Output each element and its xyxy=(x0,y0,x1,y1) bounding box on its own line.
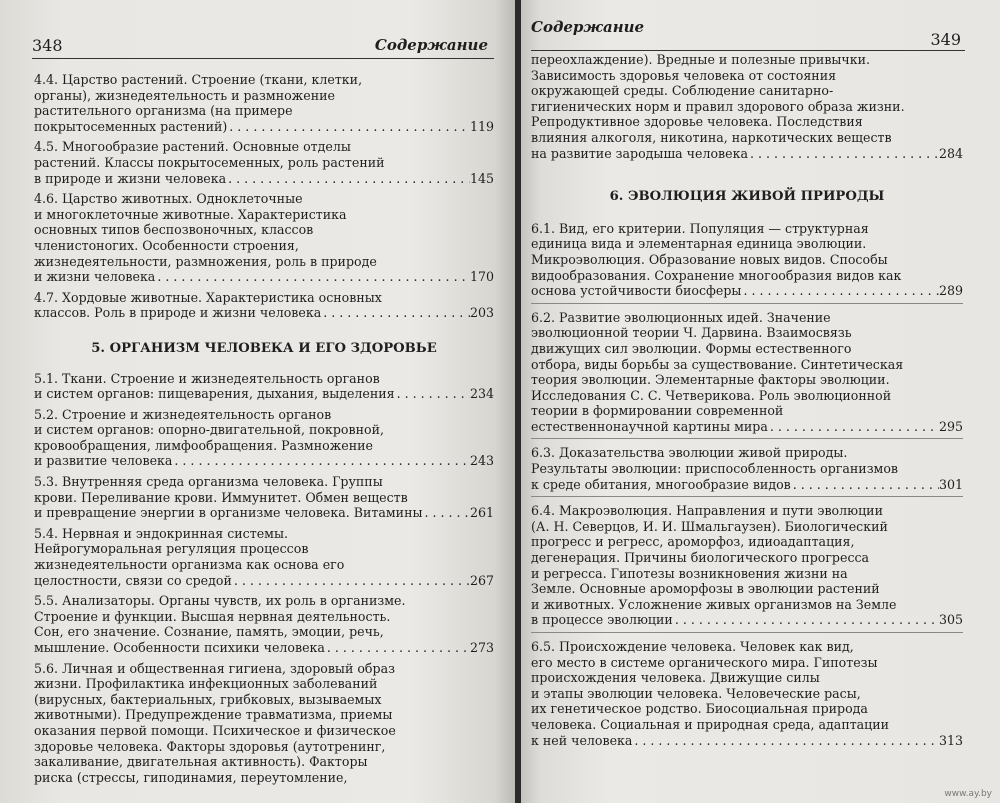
toc-entry xyxy=(34,191,494,287)
toc-entry-line: (вирусных, бактериальных, грибковых, вызываемых xyxy=(34,691,382,707)
toc-entry-line: 5.4. Нервная и эндокринная системы. xyxy=(34,525,288,541)
toc-entry-line: их генетическое родство. Биосоциальная природа xyxy=(531,701,868,717)
toc-entry-text: и превращение энергии в организме человека. Витамины xyxy=(34,505,423,521)
toc-entry-line: и систем органов: опорно-двигательной, покровной, xyxy=(34,422,384,438)
toc-entry-line: 6.2. Развитие эволюционных идей. Значение xyxy=(531,309,831,325)
toc-entry-last-line xyxy=(34,119,494,135)
toc-group-top xyxy=(34,72,494,323)
toc-entry-line: жизнедеятельности, размножения, роль в природе xyxy=(34,253,377,269)
toc-page-number: 267 xyxy=(469,572,494,588)
toc-entry-last-line xyxy=(34,269,494,285)
toc-page-number: 313 xyxy=(938,732,963,748)
leader-dots xyxy=(325,640,470,656)
toc-entry-text: целостности, связи со средой xyxy=(34,572,232,588)
toc-entry-line: 5.1. Ткани. Строение и жизнедеятельность органов xyxy=(34,370,380,386)
toc-entry-line: 4.4. Царство растений. Строение (ткани, клетки, xyxy=(34,72,363,87)
toc-entry-line: Репродуктивное здоровье человека. Последствия xyxy=(531,114,863,130)
toc-page-number: 289 xyxy=(938,283,963,299)
toc-group-bottom xyxy=(531,221,963,750)
toc-entry-line: и животных. Усложнение живых организмов на Земле xyxy=(531,596,897,612)
toc-entry-text: на развитие зародыша человека xyxy=(531,145,748,161)
leader-dots xyxy=(226,171,470,187)
toc-page-number: 145 xyxy=(469,170,494,186)
toc-entry-last-line xyxy=(34,305,494,321)
page-number: 348 xyxy=(32,36,63,55)
toc-entry-line: 4.5. Многообразие растений. Основные отделы xyxy=(34,139,351,155)
toc-entry-line: членистоногих. Особенности строения, xyxy=(34,237,299,253)
toc-entry-line: Исследования С. С. Четверикова. Роль эволюционной xyxy=(531,387,892,403)
leader-dots xyxy=(232,573,470,589)
toc-page-number: 203 xyxy=(469,305,494,321)
toc-page-number: 284 xyxy=(938,145,963,161)
toc-entry-line: теория эволюции. Элементарные факторы эволюции. xyxy=(531,372,890,388)
toc-entry-text: к ней человека xyxy=(531,732,633,748)
toc-entry-last-line xyxy=(531,283,963,299)
toc-entry xyxy=(34,474,494,523)
toc-entry xyxy=(531,503,963,633)
leader-dots xyxy=(172,453,470,469)
running-head: Содержание xyxy=(374,36,488,54)
toc-entry xyxy=(531,445,963,497)
toc-entry-line: гигиенических норм и правил здорового образа жизни. xyxy=(531,98,905,114)
toc-entry-line: органы), жизнедеятельность и размножение xyxy=(34,87,335,103)
toc-entry-last-line xyxy=(531,612,963,628)
right-page xyxy=(521,0,1000,803)
toc-entry-line: 5.2. Строение и жизнедеятельность органов xyxy=(34,406,332,422)
leader-dots xyxy=(227,119,470,135)
toc-group-top xyxy=(531,52,963,163)
toc-entry-last-line xyxy=(34,171,494,187)
toc-entry xyxy=(34,290,494,323)
toc-entry-line: 4.7. Хордовые животные. Характеристика основных xyxy=(34,289,382,305)
toc-entry-line: Сон, его значение. Сознание, память, эмоции, речь, xyxy=(34,624,384,640)
leader-dots xyxy=(791,477,939,493)
toc-entry-text: классов. Роль в природе и жизни человека xyxy=(34,305,322,321)
leader-dots xyxy=(423,505,470,521)
toc-entry-line: жизнедеятельности организма как основа его xyxy=(34,557,345,573)
toc-entry-text: и развитие человека xyxy=(34,453,173,469)
toc-entry-line: основных типов беспозвоночных, классов xyxy=(34,222,314,238)
toc-entry-line: 5.6. Личная и общественная гигиена, здоровый образ xyxy=(34,660,395,676)
toc-entry-line: влияния алкоголя, никотина, наркотических веществ xyxy=(531,129,892,145)
toc-entry-line: растений. Классы покрытосеменных, роль растений xyxy=(34,154,385,170)
leader-dots xyxy=(155,269,470,285)
toc-entry-line: оказания первой помощи. Психическое и физическое xyxy=(34,722,396,738)
chapter-title: 6. ЭВОЛЮЦИЯ ЖИВОЙ ПРИРОДЫ xyxy=(609,189,885,205)
toc-entry-line: единица вида и элементарная единица эволюции. xyxy=(531,236,867,252)
leader-dots xyxy=(741,283,939,299)
toc-page-number: 234 xyxy=(469,386,494,402)
toc-entry-line: кровообращения, лимфообращения. Размножение xyxy=(34,437,373,453)
toc-entry-text: к среде обитания, многообразие видов xyxy=(531,476,791,492)
leader-dots xyxy=(748,146,939,162)
toc-entry-last-line xyxy=(531,146,963,162)
toc-entry-line: 6.4. Макроэволюция. Направления и пути эволюции xyxy=(531,503,883,519)
leader-dots xyxy=(673,612,939,628)
toc-entry-line: переохлаждение). Вредные и полезные привычки. xyxy=(531,52,871,67)
toc-entry-text: основа устойчивости биосферы xyxy=(531,283,742,299)
toc-entry-text: мышление. Особенности психики человека xyxy=(34,640,325,655)
toc-entry-line: животными). Предупреждение травматизма, приемы xyxy=(34,707,393,723)
toc-entry-line: видообразования. Сохранение многообразия видов как xyxy=(531,267,902,283)
toc-entry-line: 4.6. Царство животных. Одноклеточные xyxy=(34,191,303,207)
toc-entry-line: 6.1. Вид, его критерии. Популяция — структурная xyxy=(531,220,869,236)
toc-page-number: 243 xyxy=(469,453,494,469)
toc-entry-last-line xyxy=(531,419,963,435)
toc-page-number: 273 xyxy=(469,640,494,655)
toc-entry-line: закаливание, двигательная активность). Факторы xyxy=(34,754,368,770)
toc-entry-line: 5.3. Внутренняя среда организма человека. Группы xyxy=(34,474,383,490)
toc-entry xyxy=(34,661,494,788)
toc-entry-text: в природе и жизни человека xyxy=(34,170,227,186)
toc-entry-line: окружающей среды. Соблюдение санитарно- xyxy=(531,83,834,99)
watermark: www.ay.by xyxy=(944,789,992,799)
toc-page-number: 305 xyxy=(938,612,963,628)
toc-page-number: 295 xyxy=(938,418,963,434)
toc-entry-line: отбора, виды борьбы за существование. Синтетическая xyxy=(531,356,904,372)
toc-entry-last-line xyxy=(34,573,494,589)
toc-entry-text: и жизни человека xyxy=(34,269,156,285)
toc-entry-line: прогресс и регресс, ароморфоз, идиоадаптация, xyxy=(531,534,855,550)
leader-dots xyxy=(395,386,470,402)
toc-entry-line: жизни. Профилактика инфекционных заболеваний xyxy=(34,676,378,692)
left-page-header xyxy=(32,36,494,59)
chapter-title: 5. ОРГАНИЗМ ЧЕЛОВЕКА И ЕГО ЗДОРОВЬЕ xyxy=(91,340,437,356)
toc-entry-line: и многоклеточные животные. Характеристика xyxy=(34,206,347,222)
toc-entry-last-line xyxy=(34,505,494,521)
toc-entry xyxy=(34,526,494,590)
leader-dots xyxy=(768,419,939,435)
toc-entry xyxy=(531,221,963,304)
toc-entry-text: и систем органов: пищеварения, дыхания, выделения xyxy=(34,386,395,402)
leader-dots xyxy=(321,305,470,321)
toc-entry-line: 5.5. Анализаторы. Органы чувств, их роль в организме. xyxy=(34,593,406,609)
toc-entry-last-line xyxy=(531,733,963,749)
toc-entry-line: теории в формировании современной xyxy=(531,403,784,419)
toc-entry-line: эволюционной теории Ч. Дарвина. Взаимосвязь xyxy=(531,325,852,341)
toc-entry-line: Земле. Основные ароморфозы в эволюции растений xyxy=(531,581,880,597)
toc-entry-line: Результаты эволюции: приспособленность организмов xyxy=(531,461,899,477)
toc-page-number: 170 xyxy=(469,269,494,285)
toc-entry-line: и регресса. Гипотезы возникновения жизни на xyxy=(531,565,848,581)
toc-page-number: 261 xyxy=(469,505,494,521)
toc-entry-text: естественнонаучной картины мира xyxy=(531,418,768,434)
toc-entry-line: Зависимость здоровья человека от состояния xyxy=(531,67,837,83)
leader-dots xyxy=(632,733,939,749)
toc-entry xyxy=(34,593,494,657)
toc-entry-line: и этапы эволюции человека. Человеческие расы, xyxy=(531,685,861,701)
toc-entry xyxy=(34,407,494,471)
toc-entry-line: его место в системе органического мира. Гипотезы xyxy=(531,654,878,670)
toc-entry-line: Строение и функции. Высшая нервная деятельность. xyxy=(34,608,391,624)
left-toc xyxy=(34,72,494,790)
toc-entry xyxy=(531,639,963,750)
toc-entry-line: риска (стрессы, гиподинамия, переутомление, xyxy=(34,769,348,785)
toc-entry-line: крови. Переливание крови. Иммунитет. Обмен веществ xyxy=(34,489,408,505)
toc-entry-line: дегенерация. Причины биологического прогресса xyxy=(531,550,870,566)
toc-entry-text: покрытосеменных растений) xyxy=(34,118,228,134)
toc-entry-line: 6.3. Доказательства эволюции живой природы. xyxy=(531,445,848,461)
toc-entry-line: растительного организма (на примере xyxy=(34,103,293,119)
right-page-header xyxy=(531,18,965,51)
toc-entry xyxy=(531,310,963,440)
toc-entry-line: движущих сил эволюции. Формы естественного xyxy=(531,340,852,356)
toc-entry-line: 6.5. Происхождение человека. Человек как вид, xyxy=(531,639,854,654)
toc-group-bottom xyxy=(34,371,494,788)
toc-entry-line: Микроэволюция. Образование новых видов. Способы xyxy=(531,251,888,267)
toc-entry xyxy=(531,52,963,163)
toc-entry-last-line xyxy=(34,453,494,469)
toc-entry-line: человека. Социальная и природная среда, адаптации xyxy=(531,716,890,732)
toc-entry xyxy=(34,371,494,404)
toc-page-number: 301 xyxy=(938,476,963,492)
toc-entry xyxy=(34,139,494,188)
right-toc xyxy=(531,52,963,753)
toc-entry-last-line xyxy=(34,386,494,402)
toc-entry-text: в процессе эволюции xyxy=(531,612,673,628)
running-head: Содержание xyxy=(531,18,645,36)
toc-entry-line: происхождения человека. Движущие силы xyxy=(531,670,820,686)
toc-page-number: 119 xyxy=(469,118,494,134)
toc-entry-line: Нейрогуморальная регуляция процессов xyxy=(34,541,309,557)
toc-entry xyxy=(34,72,494,136)
toc-entry-last-line xyxy=(34,640,494,656)
toc-entry-line: (А. Н. Северцов, И. И. Шмальгаузен). Биологический xyxy=(531,518,888,534)
toc-entry-last-line xyxy=(531,477,963,493)
page-number: 349 xyxy=(930,30,961,49)
toc-entry-line: здоровье человека. Факторы здоровья (аутотренинг, xyxy=(34,738,386,754)
